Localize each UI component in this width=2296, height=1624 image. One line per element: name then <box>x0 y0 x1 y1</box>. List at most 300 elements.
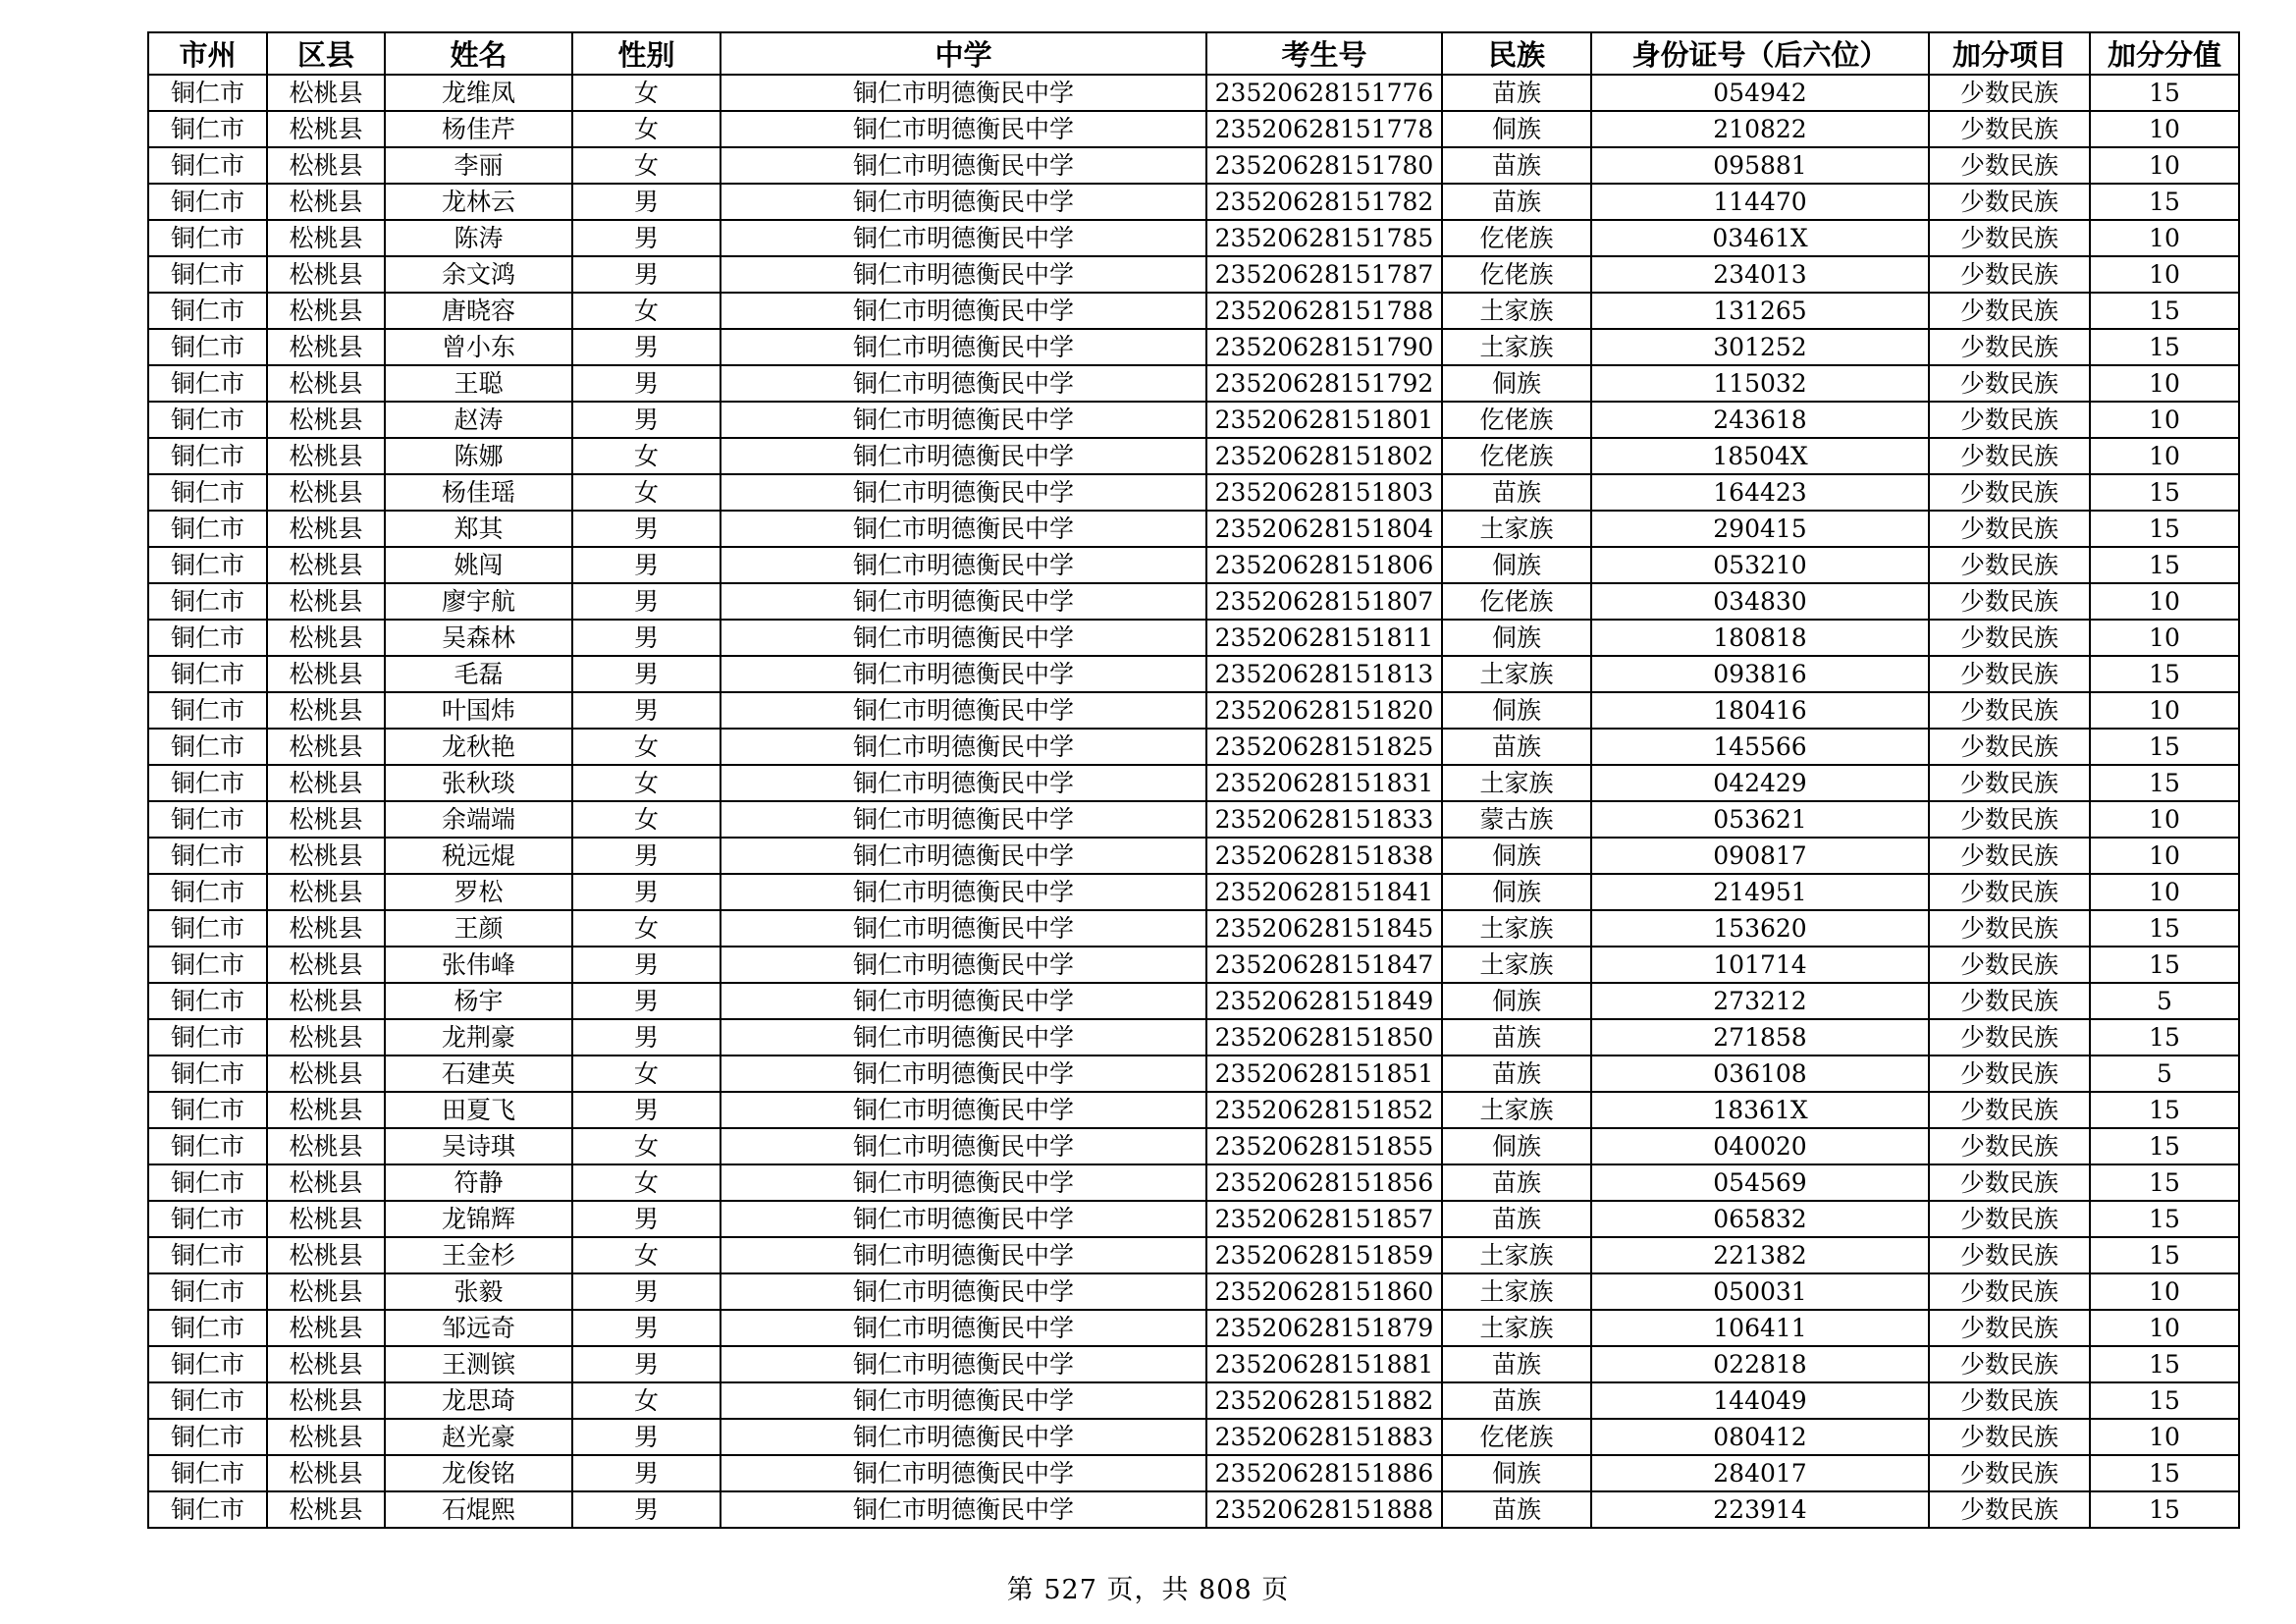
cell-ethnicity: 土家族 <box>1442 1273 1591 1310</box>
cell-name: 曾小东 <box>385 329 572 365</box>
cell-ethnicity: 蒙古族 <box>1442 801 1591 838</box>
cell-county: 松桃县 <box>267 1346 385 1382</box>
table-row <box>148 402 2239 438</box>
cell-bonus-points: 15 <box>2090 1382 2239 1419</box>
cell-city: 铜仁市 <box>148 1491 267 1528</box>
cell-school: 铜仁市明德衡民中学 <box>721 1092 1206 1128</box>
cell-name: 王颜 <box>385 910 572 947</box>
cell-school: 铜仁市明德衡民中学 <box>721 765 1206 801</box>
cell-bonus-points: 10 <box>2090 801 2239 838</box>
cell-county: 松桃县 <box>267 184 385 220</box>
cell-bonus-points: 10 <box>2090 365 2239 402</box>
cell-city: 铜仁市 <box>148 511 267 547</box>
cell-gender: 男 <box>572 1455 721 1491</box>
cell-exam-number: 23520628151801 <box>1206 402 1442 438</box>
cell-ethnicity: 土家族 <box>1442 765 1591 801</box>
cell-id-last-six: 036108 <box>1591 1056 1929 1092</box>
cell-id-last-six: 090817 <box>1591 838 1929 874</box>
cell-name: 余端端 <box>385 801 572 838</box>
cell-city: 铜仁市 <box>148 874 267 910</box>
cell-ethnicity: 土家族 <box>1442 293 1591 329</box>
cell-id-last-six: 115032 <box>1591 365 1929 402</box>
cell-name: 龙秋艳 <box>385 729 572 765</box>
cell-city: 铜仁市 <box>148 1164 267 1201</box>
cell-id-last-six: 180818 <box>1591 620 1929 656</box>
cell-gender: 女 <box>572 1128 721 1164</box>
table-row <box>148 474 2239 511</box>
table-row <box>148 1491 2239 1528</box>
cell-county: 松桃县 <box>267 874 385 910</box>
cell-gender: 女 <box>572 147 721 184</box>
cell-county: 松桃县 <box>267 1019 385 1056</box>
cell-ethnicity: 仡佬族 <box>1442 1419 1591 1455</box>
cell-bonus-item: 少数民族 <box>1929 983 2090 1019</box>
cell-city: 铜仁市 <box>148 111 267 147</box>
cell-gender: 男 <box>572 692 721 729</box>
cell-ethnicity: 苗族 <box>1442 1164 1591 1201</box>
cell-exam-number: 23520628151785 <box>1206 220 1442 256</box>
cell-id-last-six: 214951 <box>1591 874 1929 910</box>
column-header-bonus-points: 加分分值 <box>2090 32 2239 75</box>
cell-school: 铜仁市明德衡民中学 <box>721 438 1206 474</box>
cell-city: 铜仁市 <box>148 1019 267 1056</box>
cell-name: 龙锦辉 <box>385 1201 572 1237</box>
cell-exam-number: 23520628151886 <box>1206 1455 1442 1491</box>
cell-city: 铜仁市 <box>148 547 267 583</box>
cell-name: 王聪 <box>385 365 572 402</box>
cell-city: 铜仁市 <box>148 438 267 474</box>
cell-ethnicity: 土家族 <box>1442 656 1591 692</box>
table-row <box>148 256 2239 293</box>
table-header-row <box>148 32 2239 75</box>
cell-exam-number: 23520628151850 <box>1206 1019 1442 1056</box>
cell-id-last-six: 144049 <box>1591 1382 1929 1419</box>
cell-name: 毛磊 <box>385 656 572 692</box>
cell-school: 铜仁市明德衡民中学 <box>721 329 1206 365</box>
cell-ethnicity: 仡佬族 <box>1442 402 1591 438</box>
cell-name: 李丽 <box>385 147 572 184</box>
cell-gender: 男 <box>572 1092 721 1128</box>
cell-school: 铜仁市明德衡民中学 <box>721 1273 1206 1310</box>
cell-bonus-points: 15 <box>2090 910 2239 947</box>
cell-county: 松桃县 <box>267 1164 385 1201</box>
column-header-bonus-item: 加分项目 <box>1929 32 2090 75</box>
cell-exam-number: 23520628151883 <box>1206 1419 1442 1455</box>
cell-school: 铜仁市明德衡民中学 <box>721 1346 1206 1382</box>
cell-id-last-six: 042429 <box>1591 765 1929 801</box>
cell-gender: 女 <box>572 1056 721 1092</box>
cell-gender: 男 <box>572 1273 721 1310</box>
column-header-ethnicity: 民族 <box>1442 32 1591 75</box>
cell-exam-number: 23520628151857 <box>1206 1201 1442 1237</box>
table-row <box>148 947 2239 983</box>
cell-school: 铜仁市明德衡民中学 <box>721 620 1206 656</box>
cell-exam-number: 23520628151856 <box>1206 1164 1442 1201</box>
cell-name: 唐晓容 <box>385 293 572 329</box>
table-row <box>148 1056 2239 1092</box>
cell-id-last-six: 101714 <box>1591 947 1929 983</box>
cell-exam-number: 23520628151852 <box>1206 1092 1442 1128</box>
cell-name: 陈娜 <box>385 438 572 474</box>
cell-school: 铜仁市明德衡民中学 <box>721 1382 1206 1419</box>
cell-school: 铜仁市明德衡民中学 <box>721 511 1206 547</box>
table-row <box>148 1092 2239 1128</box>
cell-id-last-six: 054569 <box>1591 1164 1929 1201</box>
cell-exam-number: 23520628151778 <box>1206 111 1442 147</box>
table-row <box>148 729 2239 765</box>
cell-name: 姚闯 <box>385 547 572 583</box>
cell-bonus-points: 15 <box>2090 1455 2239 1491</box>
cell-city: 铜仁市 <box>148 910 267 947</box>
cell-school: 铜仁市明德衡民中学 <box>721 583 1206 620</box>
cell-county: 松桃县 <box>267 256 385 293</box>
cell-county: 松桃县 <box>267 147 385 184</box>
cell-bonus-points: 10 <box>2090 1273 2239 1310</box>
cell-ethnicity: 侗族 <box>1442 692 1591 729</box>
cell-id-last-six: 234013 <box>1591 256 1929 293</box>
cell-exam-number: 23520628151792 <box>1206 365 1442 402</box>
cell-exam-number: 23520628151838 <box>1206 838 1442 874</box>
cell-bonus-item: 少数民族 <box>1929 1237 2090 1273</box>
cell-school: 铜仁市明德衡民中学 <box>721 874 1206 910</box>
cell-bonus-points: 15 <box>2090 656 2239 692</box>
cell-bonus-item: 少数民族 <box>1929 729 2090 765</box>
cell-name: 龙维凤 <box>385 75 572 111</box>
cell-school: 铜仁市明德衡民中学 <box>721 1491 1206 1528</box>
cell-id-last-six: 145566 <box>1591 729 1929 765</box>
cell-gender: 女 <box>572 75 721 111</box>
cell-id-last-six: 243618 <box>1591 402 1929 438</box>
cell-city: 铜仁市 <box>148 293 267 329</box>
cell-gender: 男 <box>572 511 721 547</box>
cell-county: 松桃县 <box>267 1491 385 1528</box>
cell-id-last-six: 284017 <box>1591 1455 1929 1491</box>
cell-school: 铜仁市明德衡民中学 <box>721 910 1206 947</box>
cell-bonus-item: 少数民族 <box>1929 75 2090 111</box>
table-row <box>148 1201 2239 1237</box>
cell-bonus-item: 少数民族 <box>1929 910 2090 947</box>
cell-school: 铜仁市明德衡民中学 <box>721 983 1206 1019</box>
cell-id-last-six: 273212 <box>1591 983 1929 1019</box>
cell-school: 铜仁市明德衡民中学 <box>721 220 1206 256</box>
cell-gender: 女 <box>572 729 721 765</box>
cell-id-last-six: 131265 <box>1591 293 1929 329</box>
table-row <box>148 1310 2239 1346</box>
cell-city: 铜仁市 <box>148 1346 267 1382</box>
cell-school: 铜仁市明德衡民中学 <box>721 547 1206 583</box>
cell-name: 张毅 <box>385 1273 572 1310</box>
cell-county: 松桃县 <box>267 910 385 947</box>
cell-gender: 男 <box>572 256 721 293</box>
cell-bonus-points: 10 <box>2090 256 2239 293</box>
cell-ethnicity: 苗族 <box>1442 1346 1591 1382</box>
cell-city: 铜仁市 <box>148 583 267 620</box>
cell-school: 铜仁市明德衡民中学 <box>721 1164 1206 1201</box>
table-row <box>148 1164 2239 1201</box>
cell-school: 铜仁市明德衡民中学 <box>721 184 1206 220</box>
cell-bonus-points: 15 <box>2090 474 2239 511</box>
cell-name: 杨佳瑶 <box>385 474 572 511</box>
cell-ethnicity: 土家族 <box>1442 329 1591 365</box>
cell-school: 铜仁市明德衡民中学 <box>721 293 1206 329</box>
table-row <box>148 1237 2239 1273</box>
table-row <box>148 293 2239 329</box>
cell-city: 铜仁市 <box>148 1382 267 1419</box>
cell-bonus-item: 少数民族 <box>1929 692 2090 729</box>
cell-ethnicity: 仡佬族 <box>1442 220 1591 256</box>
cell-exam-number: 23520628151879 <box>1206 1310 1442 1346</box>
cell-bonus-points: 5 <box>2090 983 2239 1019</box>
cell-id-last-six: 065832 <box>1591 1201 1929 1237</box>
table-row <box>148 75 2239 111</box>
cell-bonus-points: 15 <box>2090 729 2239 765</box>
cell-bonus-points: 15 <box>2090 75 2239 111</box>
cell-county: 松桃县 <box>267 1310 385 1346</box>
column-header-gender: 性别 <box>572 32 721 75</box>
cell-gender: 女 <box>572 910 721 947</box>
cell-school: 铜仁市明德衡民中学 <box>721 1019 1206 1056</box>
cell-gender: 女 <box>572 1237 721 1273</box>
cell-bonus-points: 15 <box>2090 293 2239 329</box>
cell-city: 铜仁市 <box>148 692 267 729</box>
cell-name: 廖宇航 <box>385 583 572 620</box>
cell-gender: 男 <box>572 184 721 220</box>
cell-bonus-points: 10 <box>2090 874 2239 910</box>
cell-bonus-points: 10 <box>2090 692 2239 729</box>
cell-gender: 男 <box>572 838 721 874</box>
cell-bonus-item: 少数民族 <box>1929 1491 2090 1528</box>
cell-id-last-six: 180416 <box>1591 692 1929 729</box>
cell-name: 邹远奇 <box>385 1310 572 1346</box>
cell-bonus-points: 15 <box>2090 1019 2239 1056</box>
cell-gender: 女 <box>572 1382 721 1419</box>
cell-bonus-item: 少数民族 <box>1929 1273 2090 1310</box>
cell-county: 松桃县 <box>267 656 385 692</box>
cell-bonus-item: 少数民族 <box>1929 511 2090 547</box>
cell-bonus-points: 5 <box>2090 1056 2239 1092</box>
cell-exam-number: 23520628151811 <box>1206 620 1442 656</box>
table-row <box>148 547 2239 583</box>
cell-id-last-six: 18504X <box>1591 438 1929 474</box>
cell-exam-number: 23520628151831 <box>1206 765 1442 801</box>
cell-gender: 男 <box>572 874 721 910</box>
table-row <box>148 1346 2239 1382</box>
cell-name: 叶国炜 <box>385 692 572 729</box>
cell-bonus-points: 15 <box>2090 1128 2239 1164</box>
cell-ethnicity: 土家族 <box>1442 1092 1591 1128</box>
cell-gender: 男 <box>572 329 721 365</box>
table-row <box>148 1382 2239 1419</box>
table-row <box>148 184 2239 220</box>
cell-name: 吴森林 <box>385 620 572 656</box>
cell-gender: 女 <box>572 765 721 801</box>
cell-bonus-item: 少数民族 <box>1929 1201 2090 1237</box>
cell-county: 松桃县 <box>267 547 385 583</box>
cell-bonus-item: 少数民族 <box>1929 474 2090 511</box>
cell-county: 松桃县 <box>267 220 385 256</box>
cell-ethnicity: 苗族 <box>1442 75 1591 111</box>
cell-city: 铜仁市 <box>148 729 267 765</box>
cell-exam-number: 23520628151807 <box>1206 583 1442 620</box>
table-row <box>148 692 2239 729</box>
cell-bonus-item: 少数民族 <box>1929 765 2090 801</box>
cell-ethnicity: 苗族 <box>1442 474 1591 511</box>
cell-gender: 男 <box>572 583 721 620</box>
cell-gender: 男 <box>572 620 721 656</box>
cell-city: 铜仁市 <box>148 801 267 838</box>
table-row <box>148 1455 2239 1491</box>
cell-ethnicity: 侗族 <box>1442 874 1591 910</box>
cell-city: 铜仁市 <box>148 765 267 801</box>
cell-bonus-points: 15 <box>2090 765 2239 801</box>
cell-school: 铜仁市明德衡民中学 <box>721 947 1206 983</box>
table-row <box>148 511 2239 547</box>
cell-ethnicity: 土家族 <box>1442 1310 1591 1346</box>
cell-exam-number: 23520628151780 <box>1206 147 1442 184</box>
cell-bonus-item: 少数民族 <box>1929 801 2090 838</box>
cell-ethnicity: 侗族 <box>1442 547 1591 583</box>
cell-bonus-item: 少数民族 <box>1929 1310 2090 1346</box>
cell-county: 松桃县 <box>267 729 385 765</box>
cell-bonus-points: 15 <box>2090 1346 2239 1382</box>
cell-exam-number: 23520628151888 <box>1206 1491 1442 1528</box>
cell-city: 铜仁市 <box>148 147 267 184</box>
table-body <box>148 75 2239 1528</box>
footer-current-page: 527 <box>1043 1575 1097 1605</box>
cell-name: 赵涛 <box>385 402 572 438</box>
cell-exam-number: 23520628151782 <box>1206 184 1442 220</box>
table-row <box>148 220 2239 256</box>
cell-bonus-points: 10 <box>2090 1310 2239 1346</box>
cell-bonus-item: 少数民族 <box>1929 329 2090 365</box>
cell-bonus-points: 15 <box>2090 184 2239 220</box>
cell-gender: 男 <box>572 1310 721 1346</box>
cell-bonus-points: 10 <box>2090 220 2239 256</box>
cell-city: 铜仁市 <box>148 402 267 438</box>
cell-name: 石建英 <box>385 1056 572 1092</box>
cell-county: 松桃县 <box>267 1092 385 1128</box>
cell-name: 余文鸿 <box>385 256 572 293</box>
cell-school: 铜仁市明德衡民中学 <box>721 1455 1206 1491</box>
cell-county: 松桃县 <box>267 838 385 874</box>
table-row <box>148 910 2239 947</box>
cell-id-last-six: 053210 <box>1591 547 1929 583</box>
cell-school: 铜仁市明德衡民中学 <box>721 656 1206 692</box>
cell-county: 松桃县 <box>267 1056 385 1092</box>
cell-bonus-points: 15 <box>2090 1201 2239 1237</box>
cell-exam-number: 23520628151776 <box>1206 75 1442 111</box>
cell-id-last-six: 18361X <box>1591 1092 1929 1128</box>
cell-county: 松桃县 <box>267 1273 385 1310</box>
cell-bonus-item: 少数民族 <box>1929 402 2090 438</box>
cell-county: 松桃县 <box>267 511 385 547</box>
table-row <box>148 656 2239 692</box>
cell-school: 铜仁市明德衡民中学 <box>721 75 1206 111</box>
cell-gender: 男 <box>572 547 721 583</box>
cell-bonus-points: 10 <box>2090 147 2239 184</box>
cell-school: 铜仁市明德衡民中学 <box>721 801 1206 838</box>
cell-city: 铜仁市 <box>148 656 267 692</box>
table-row <box>148 838 2239 874</box>
cell-bonus-item: 少数民族 <box>1929 583 2090 620</box>
cell-bonus-item: 少数民族 <box>1929 1346 2090 1382</box>
cell-bonus-points: 10 <box>2090 438 2239 474</box>
cell-exam-number: 23520628151813 <box>1206 656 1442 692</box>
cell-ethnicity: 仡佬族 <box>1442 256 1591 293</box>
cell-school: 铜仁市明德衡民中学 <box>721 838 1206 874</box>
cell-id-last-six: 080412 <box>1591 1419 1929 1455</box>
table-row <box>148 1419 2239 1455</box>
cell-name: 石焜熙 <box>385 1491 572 1528</box>
cell-ethnicity: 苗族 <box>1442 1019 1591 1056</box>
cell-gender: 男 <box>572 656 721 692</box>
cell-exam-number: 23520628151841 <box>1206 874 1442 910</box>
cell-ethnicity: 土家族 <box>1442 910 1591 947</box>
cell-bonus-item: 少数民族 <box>1929 365 2090 402</box>
cell-city: 铜仁市 <box>148 75 267 111</box>
cell-gender: 男 <box>572 220 721 256</box>
cell-bonus-item: 少数民族 <box>1929 111 2090 147</box>
cell-bonus-points: 10 <box>2090 620 2239 656</box>
cell-county: 松桃县 <box>267 1455 385 1491</box>
cell-name: 杨宇 <box>385 983 572 1019</box>
cell-bonus-points: 15 <box>2090 947 2239 983</box>
footer-suffix: 页 <box>1261 1575 1290 1605</box>
cell-name: 郑其 <box>385 511 572 547</box>
footer-total-pages: 808 <box>1199 1575 1253 1605</box>
cell-ethnicity: 侗族 <box>1442 983 1591 1019</box>
cell-id-last-six: 153620 <box>1591 910 1929 947</box>
cell-county: 松桃县 <box>267 438 385 474</box>
table-row <box>148 801 2239 838</box>
cell-county: 松桃县 <box>267 947 385 983</box>
cell-bonus-points: 15 <box>2090 1164 2239 1201</box>
cell-exam-number: 23520628151860 <box>1206 1273 1442 1310</box>
table-row <box>148 1273 2239 1310</box>
cell-ethnicity: 侗族 <box>1442 1455 1591 1491</box>
cell-ethnicity: 侗族 <box>1442 1128 1591 1164</box>
cell-ethnicity: 土家族 <box>1442 947 1591 983</box>
cell-name: 王测镔 <box>385 1346 572 1382</box>
cell-bonus-item: 少数民族 <box>1929 256 2090 293</box>
cell-county: 松桃县 <box>267 765 385 801</box>
cell-ethnicity: 苗族 <box>1442 1382 1591 1419</box>
cell-school: 铜仁市明德衡民中学 <box>721 1056 1206 1092</box>
cell-school: 铜仁市明德衡民中学 <box>721 1237 1206 1273</box>
cell-name: 王金杉 <box>385 1237 572 1273</box>
table-row <box>148 1128 2239 1164</box>
cell-id-last-six: 271858 <box>1591 1019 1929 1056</box>
cell-name: 陈涛 <box>385 220 572 256</box>
cell-gender: 男 <box>572 1346 721 1382</box>
cell-county: 松桃县 <box>267 75 385 111</box>
cell-city: 铜仁市 <box>148 329 267 365</box>
footer-prefix: 第 <box>1006 1575 1035 1605</box>
cell-school: 铜仁市明德衡民中学 <box>721 1201 1206 1237</box>
cell-bonus-item: 少数民族 <box>1929 1455 2090 1491</box>
cell-gender: 男 <box>572 1201 721 1237</box>
cell-bonus-item: 少数民族 <box>1929 438 2090 474</box>
cell-bonus-item: 少数民族 <box>1929 1419 2090 1455</box>
cell-id-last-six: 114470 <box>1591 184 1929 220</box>
table-row <box>148 583 2239 620</box>
cell-gender: 女 <box>572 438 721 474</box>
cell-county: 松桃县 <box>267 620 385 656</box>
cell-city: 铜仁市 <box>148 947 267 983</box>
document-sheet <box>147 31 2238 1529</box>
cell-exam-number: 23520628151847 <box>1206 947 1442 983</box>
cell-bonus-points: 10 <box>2090 838 2239 874</box>
